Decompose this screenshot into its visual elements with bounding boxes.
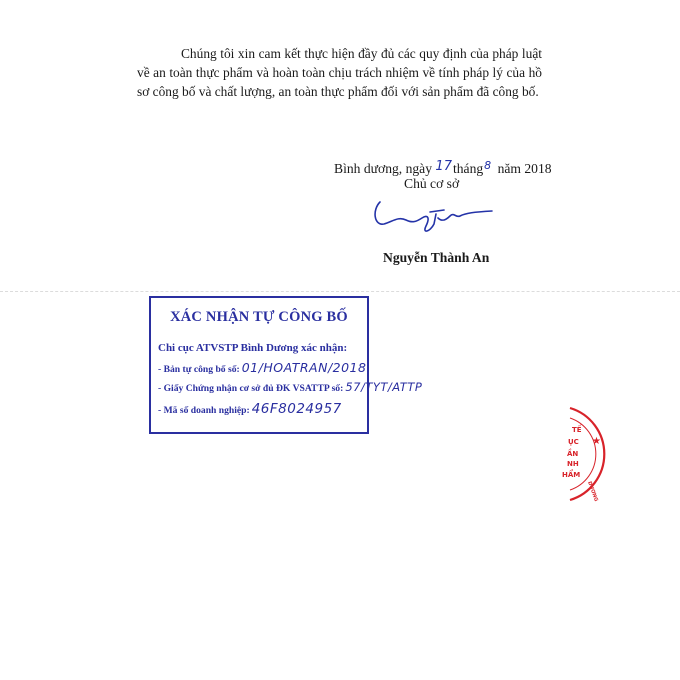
date-month: 8 <box>484 159 492 172</box>
commitment-text: Chúng tôi xin cam kết thực hiện đầy đủ các quy định của pháp luật về an toàn thực phẩm và hoàn toàn chịu trách nhiệm về tính pháp lý của hồ sơ công bố và chất lượng, an toàn thực phẩm đối với sản phẩm đã công bố. <box>137 46 542 99</box>
date-place: Bình dương, ngày <box>334 161 433 176</box>
svg-text:ỤC: ỤC <box>568 438 579 446</box>
svg-text:TẾ: TẾ <box>572 426 582 434</box>
stamp-row-label: - Bản tự công bố số: <box>158 364 240 375</box>
stamp-row-value: 57/TYT/ATTP <box>345 380 423 394</box>
stamp-row-declaration <box>158 360 366 375</box>
fold-line <box>0 291 680 292</box>
owner-role: Chủ cơ sở <box>404 176 460 191</box>
handwritten-signature <box>370 196 500 240</box>
stamp-row-business-code <box>158 401 342 417</box>
signer-name: Nguyễn Thành An <box>383 250 490 265</box>
svg-text:★: ★ <box>592 436 601 447</box>
stamp-row-certificate <box>158 380 422 394</box>
date-year: năm 2018 <box>497 161 552 176</box>
stamp-row-label: - Giấy Chứng nhận cơ sở đủ ĐK VSATTP số: <box>158 383 344 394</box>
svg-text:ẦN: ẦN <box>567 450 579 458</box>
stamp-row-value: 01/HOATRAN/2018 <box>241 360 367 375</box>
verification-stamp <box>149 296 423 434</box>
svg-text:NH: NH <box>567 460 579 468</box>
stamp-row-label: - Mã số doanh nghiệp: <box>158 405 250 416</box>
stamp-row-value: 46F8024957 <box>251 401 342 417</box>
date-line <box>334 161 552 177</box>
stamp-subtitle: Chi cục ATVSTP Bình Dương xác nhận: <box>158 342 348 354</box>
date-day: 17 <box>435 159 452 174</box>
svg-text:DƯƠNG: DƯƠNG <box>586 480 599 503</box>
commitment-paragraph <box>137 44 542 101</box>
stamp-title: XÁC NHẬN TỰ CÔNG BỐ <box>170 309 348 325</box>
month-label: tháng <box>452 161 484 176</box>
red-official-seal <box>548 404 610 504</box>
svg-text:HẨM: HẨM <box>562 471 581 479</box>
